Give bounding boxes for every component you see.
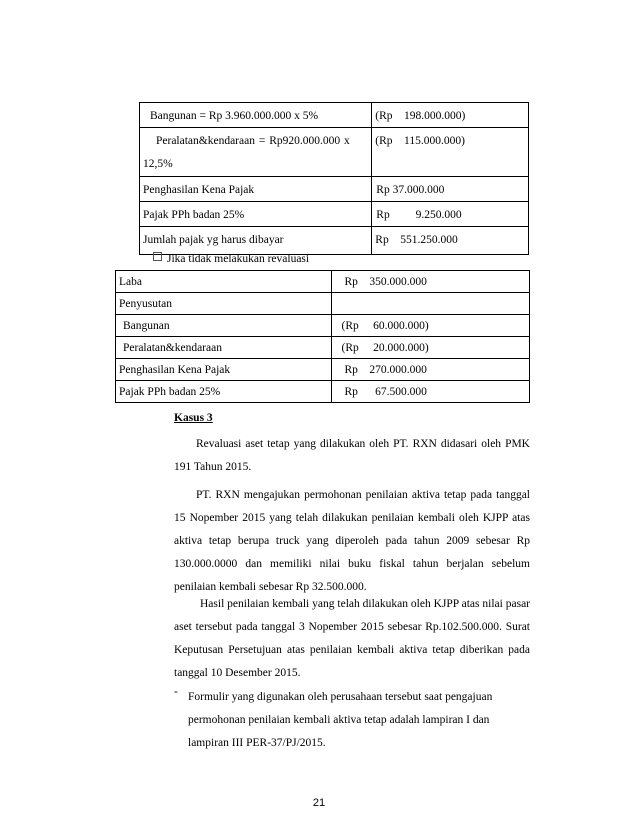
row-label: Penghasilan Kena Pajak [143, 184, 255, 196]
row-value: (Rp 20.000.000) [341, 342, 429, 354]
row-label: Bangunan = Rp 3.960.000.000 x 5% [150, 110, 319, 122]
table-row [140, 103, 529, 128]
page-number: 21 [312, 797, 326, 809]
row-value: (Rp 60.000.000) [341, 320, 429, 332]
row-value: Rp 67.500.000 [344, 386, 427, 398]
bullet-text: Jika tidak melakukan revaluasi [167, 253, 310, 265]
row-label: Penyusutan [119, 298, 173, 310]
table-row [116, 271, 530, 293]
row-label: Pajak PPh badan 25% [143, 209, 245, 221]
table-row [116, 359, 530, 381]
no-revaluation-tax-table [115, 270, 530, 403]
row-label: Peralatan&kendaraan [123, 342, 222, 354]
list-item: Formulir yang digunakan oleh perusahaan tersebut saat pengajuan permohonan penilaian kembali aktiva tetap adalah lampiran I dan lampiran III PER-37/PJ/2015. [188, 691, 493, 749]
row-label: Pajak PPh badan 25% [119, 386, 221, 398]
row-value [332, 293, 529, 298]
row-label: Penghasilan Kena Pajak [119, 364, 231, 376]
row-value: (Rp 198.000.000) [375, 110, 466, 122]
row-value: Rp 37.000.000 [376, 184, 445, 196]
table-row [116, 381, 530, 403]
paragraph: Hasil penilaian kembali yang telah dilakukan oleh KJPP atas nilai pasar aset tersebut pada tanggal 3 Nopember 2015 sebesar Rp.102.500.000. Surat Keputusan Persetujuan atas penilaian kembali aktiva tetap diberikan pada tanggal 10 Desember 2015. [174, 598, 530, 679]
table-row [140, 227, 529, 255]
row-label: Bangunan [123, 320, 170, 332]
row-value: Rp 9.250.000 [376, 209, 462, 221]
paragraph: Revaluasi aset tetap yang dilakukan oleh PT. RXN didasari oleh PMK 191 Tahun 2015. [174, 438, 530, 473]
row-label: Laba [119, 276, 142, 288]
bullet-item [153, 252, 309, 265]
row-value: (Rp 115.000.000) [375, 135, 465, 147]
table-row [116, 293, 530, 315]
table-row [140, 128, 529, 177]
table-row [140, 177, 529, 202]
paragraph: PT. RXN mengajukan permohonan penilaian aktiva tetap pada tanggal 15 Nopember 2015 yang telah dilakukan penilaian kembali oleh KJPP atas aktiva tetap berupa truck yang diperoleh pada tahun 2009 sebesar Rp 130.000.0000 dan memiliki nilai buku fiskal tahun berjalan sebelum penilaian kembali sebesar Rp 32.500.000. [174, 489, 530, 593]
table-row [116, 315, 530, 337]
case-heading: Kasus 3 [174, 412, 213, 424]
row-value: Rp 551.250.000 [375, 234, 458, 246]
row-value: Rp 270.000.000 [344, 364, 427, 376]
row-label: Jumlah pajak yg harus dibayar [143, 234, 284, 246]
list-marker: - [174, 686, 178, 698]
bullet-icon [153, 252, 162, 261]
table-row [116, 337, 530, 359]
row-label: Peralatan&kendaraan = Rp920.000.000 x [156, 135, 350, 147]
row-label-continued: 12,5% [143, 158, 173, 170]
table-row [140, 202, 529, 227]
row-value: Rp 350.000.000 [344, 276, 427, 288]
revaluation-tax-table [139, 102, 529, 255]
